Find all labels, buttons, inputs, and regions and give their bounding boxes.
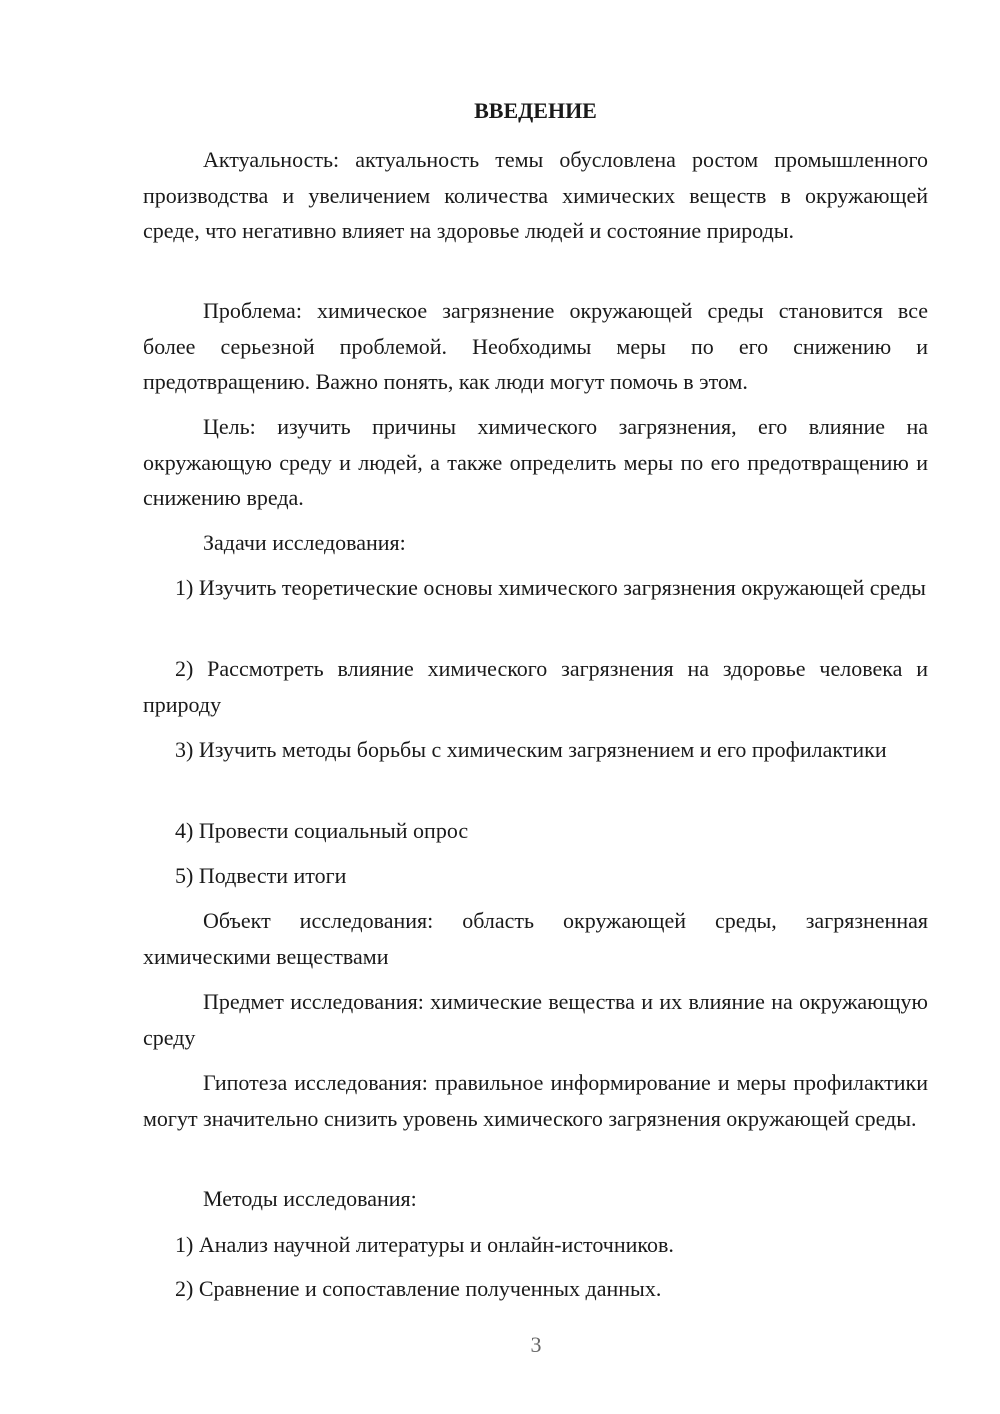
paragraph-relevance: Актуальность: актуальность темы обусловлена ростом промышленного производства и увеличением количества химических веществ в окружающей среде, что негативно влияет на здоровье людей и состояние природы. (143, 147, 928, 243)
paragraph-goal: Цель: изучить причины химического загрязнения, его влияние на окружающую среду и людей, а также определить меры по его предотвращению и снижению вреда. (143, 414, 928, 510)
task-item: 2) Рассмотреть влияние химического загрязнения на здоровье человека и природу (143, 656, 928, 717)
paragraph-subject: Предмет исследования: химические вещества и их влияние на окружающую среду (143, 989, 928, 1050)
section-title: ВВЕДЕНИЕ (474, 98, 597, 123)
paragraph-problem: Проблема: химическое загрязнение окружающей среды становится все более серьезной проблемой. Необходимы меры по его снижению и предотвращению. Важно понять, как люди могут помочь в этом. (143, 298, 928, 394)
task-item: 5) Подвести итоги (175, 863, 347, 888)
tasks-heading: Задачи исследования: (203, 530, 406, 555)
task-item: 3) Изучить методы борьбы с химическим загрязнением и его профилактики (175, 737, 887, 762)
method-item: 1) Анализ научной литературы и онлайн-источников. (175, 1232, 674, 1257)
task-item: 1) Изучить теоретические основы химического загрязнения окружающей среды (175, 575, 926, 600)
task-item: 4) Провести социальный опрос (175, 818, 469, 843)
method-item: 2) Сравнение и сопоставление полученных данных. (175, 1276, 662, 1301)
paragraph-object: Объект исследования: область окружающей среды, загрязненная химическими веществами (143, 908, 928, 969)
methods-heading: Методы исследования: (203, 1186, 417, 1211)
paragraph-hypothesis: Гипотеза исследования: правильное информирование и меры профилактики могут значительно снизить уровень химического загрязнения окружающей среды. (143, 1070, 928, 1131)
page-number: 3 (530, 1332, 542, 1357)
